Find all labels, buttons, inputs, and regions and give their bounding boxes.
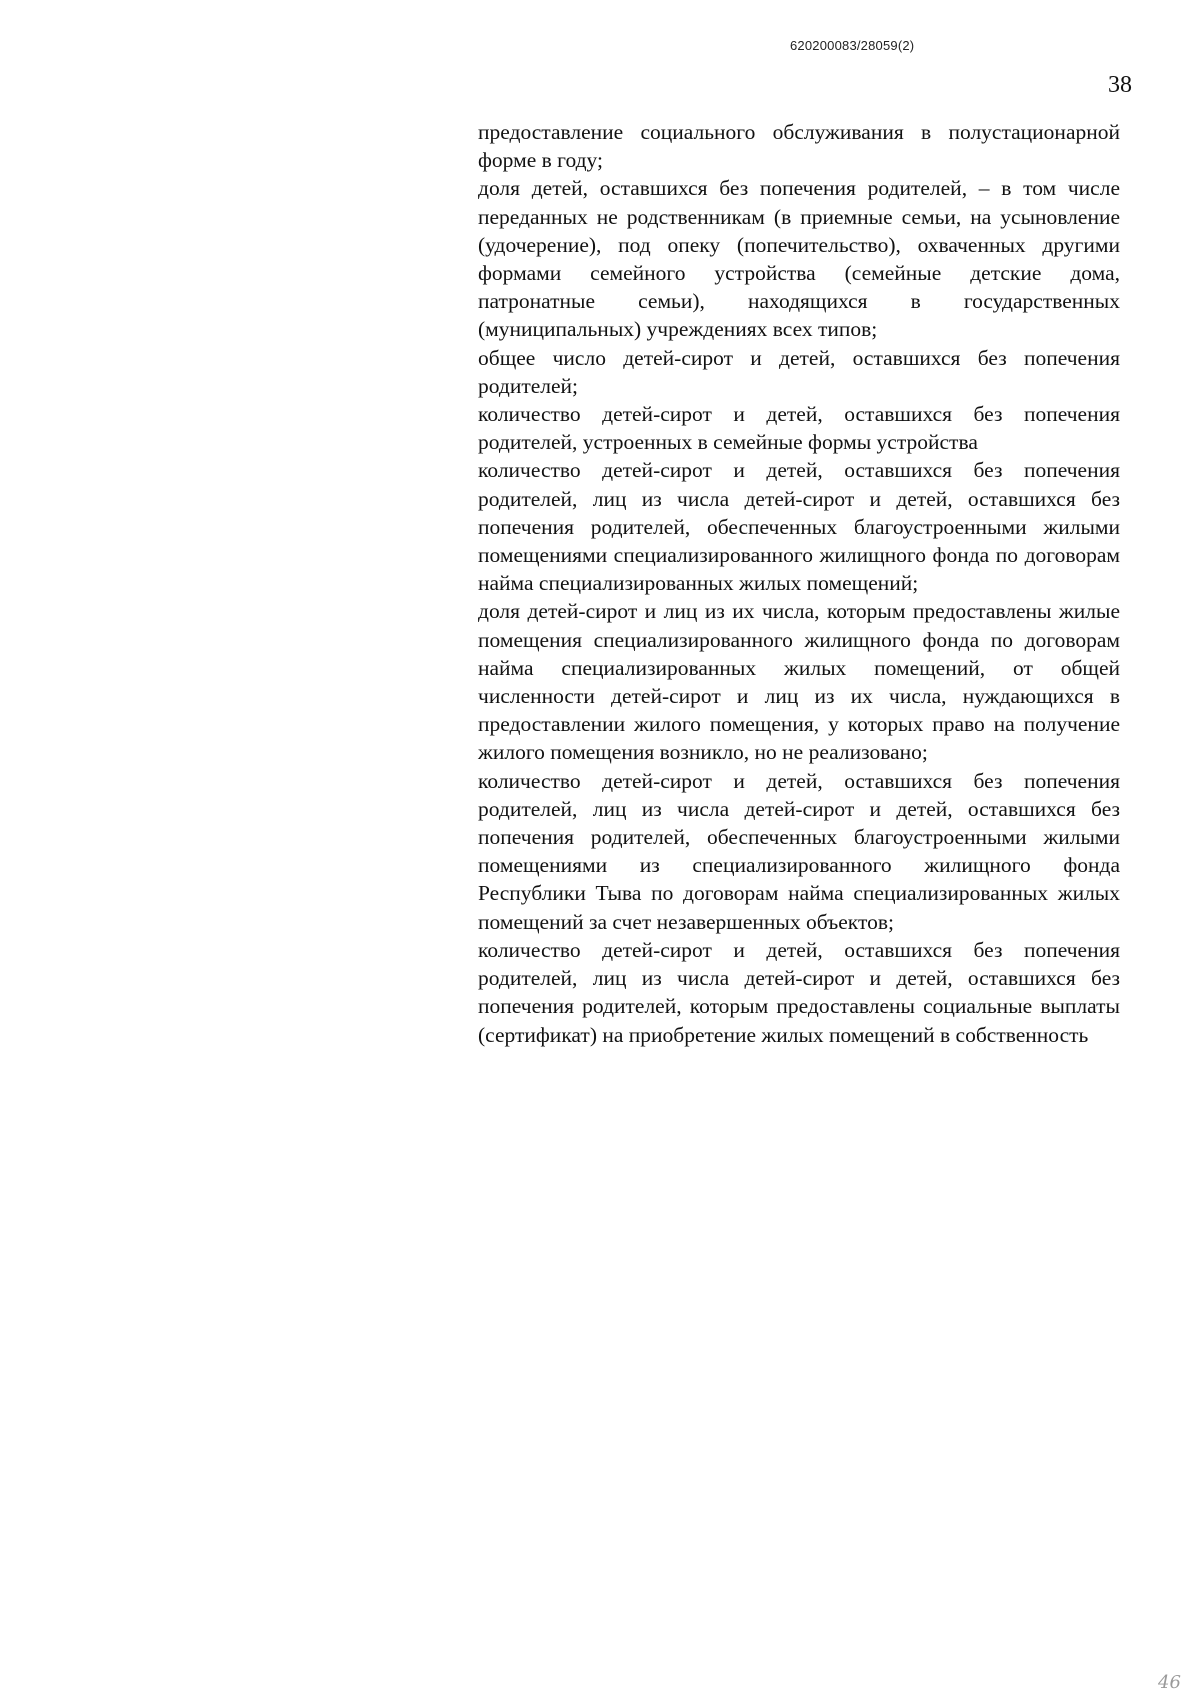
paragraph: количество детей-сирот и детей, оставшихся без попечения родителей, лиц из числа детей-сирот и детей, оставшихся без попечения родителей, обеспеченных благоустроенными жилыми помещениями специализированного жилищного фонда по договорам найма специализированных жилых помещений; [478,458,1120,596]
paragraph: общее число детей-сирот и детей, оставшихся без попечения родителей; [478,345,1120,398]
paragraph: количество детей-сирот и детей, оставшихся без попечения родителей, лиц из числа детей-сирот и детей, оставшихся без попечения родителей, обеспеченных благоустроенными жилыми помещениями из специализированного жилищного фонда Республики Тыва по договорам найма специализированных жилых помещений за счет незавершенных объектов; [478,768,1120,934]
document-id: 620200083/28059(2) [790,38,915,53]
paragraph: количество детей-сирот и детей, оставшихся без попечения родителей, устроенных в семейные формы устройства [478,402,1120,455]
paragraph: доля детей-сирот и лиц из их числа, которым предоставлены жилые помещения специализированного жилищного фонда по договорам найма специализированных жилых помещений, от общей численности детей-сирот и лиц из их числа, нуждающихся в предоставлении жилого помещения, у которых право на получение жилого помещения возникло, но не реализовано; [478,599,1120,765]
document-body [478,118,1120,1049]
handwritten-corner-mark: 46 [1158,1672,1181,1693]
page-number: 38 [1108,72,1132,98]
paragraph: доля детей, оставшихся без попечения родителей, – в том числе переданных не родственникам (в приемные семьи, на усыновление (удочерение), под опеку (попечительство), охваченных другими формами семейного устройства (семейные детские дома, патронатные семьи), находящихся в государственных (муниципальных) учреждениях всех типов; [478,176,1120,342]
paragraph: предоставление социального обслуживания в полустационарной форме в году; [478,120,1120,173]
paragraph: количество детей-сирот и детей, оставшихся без попечения родителей, лиц из числа детей-сирот и детей, оставшихся без попечения родителей, которым предоставлены социальные выплаты (сертификат) на приобретение жилых помещений в собственность [478,937,1120,1047]
